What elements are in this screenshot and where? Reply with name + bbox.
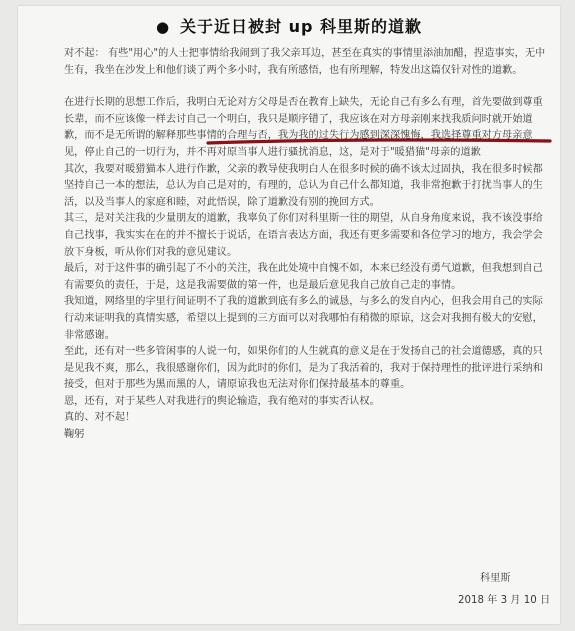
paragraph-parents-apology: 在进行长期的思想工作后，我明白无论对方父母是否在教育上缺失，无论自己有多么有理，首先要做到尊重长辈，而不应该像一样去讨自己一个明白，我只是顺序错了，我应该在对方母亲刚来找我质问时就开始道歉，而不是无所谓的解释那些事情的合理与否，我为我的过失行为感到深深愧悔，我选择尊重对方母亲意见，停止自己的一切行为，并不再对原当事人进行骚扰消息，这，是对于"暖猎猫"母亲的道歉 xyxy=(64,97,543,158)
paragraph-opening: 对不起： 有些"用心"的人士把事情给我闹到了我父亲耳边，甚至在真实的事情里添油加醋，捏造事实，无中生有，我坐在沙发上和他们谈了两个多小时，我有所感悟，也有所理解，特发出这篇仅针对性的道歉。 xyxy=(64,48,546,76)
signature-name: 科里斯 xyxy=(480,573,511,584)
paragraph-finally: 最后，对于这件事的确引起了不小的关注，我在此处境中自愧不如，本来已经没有勇气道歉，但我想到自己有需要负的责任，于是，这是我需要做的第一件，也是最后意见我自己放自己走的事情。 xyxy=(64,263,543,291)
paragraph-bow: 鞠躬 xyxy=(64,429,85,441)
paragraph-sorry: 真的、对不起！ xyxy=(64,412,136,424)
paragraph-gap xyxy=(64,79,548,95)
document-page xyxy=(18,6,560,624)
paragraph-to-meddlers: 至此，还有对一些多管闲事的人说一句，如果你们的人生就真的意义是在于发扬自己的社会道德感，真的只是见我不爽，那么，我很感谢你们，因为此时的你们，是为了我活着的，我对于保持理性的批评进行采纳和接受，但对于那些为黑而黑的人，请原谅我也无法对你们保持最基本的尊重。 xyxy=(64,346,543,391)
document-body xyxy=(64,46,548,444)
document-title-row xyxy=(18,14,560,37)
red-underline-annotation xyxy=(206,134,552,148)
bullet-icon: ● xyxy=(155,18,171,36)
paragraph-rights: 恩，还有，对于某些人对我进行的舆论输造，我有绝对的事实否认权。 xyxy=(64,395,380,407)
paragraph-third-apology: 其三，是对关注我的少量朋友的道歉，我辜负了你们对科里斯一往的期望，从自身角度来说，我不该没事给自己找事，我实实在在的并不擅长于说话，在语言表达方面，我还有更多需要和各位学习的地方，我会学会放下身板，听从你们对我的意见建议。 xyxy=(64,213,543,258)
paragraph-second-apology: 其次，我要对暖猎猫本人进行作歉，父亲的教导使我明白人在很多时候的确不该太过固执，我在很多时候都坚持自己一本的想法，总认为自己是对的，有理的，总认为自己什么都知道，我非常抱歉于打扰当事人的生活，以及当事人的家庭和睦，对此悟误，除了道歉没有别的挽回方式。 xyxy=(64,163,543,208)
document-title: 关于近日被封 up 科里斯的道歉 xyxy=(180,17,423,36)
signature-date: 2018 年 3 月 10 日 xyxy=(458,595,551,606)
paragraph-sincerity: 我知道，网络里的字里行间证明不了我的道歉到底有多么的诚恳，与多么的发自内心，但我会用自己的实际行动来证明我的真情实感，希望以上提到的三方面可以对我哪怕有稍微的原谅，这会对我拥有极大的安慰，非常感谢。 xyxy=(64,296,543,341)
